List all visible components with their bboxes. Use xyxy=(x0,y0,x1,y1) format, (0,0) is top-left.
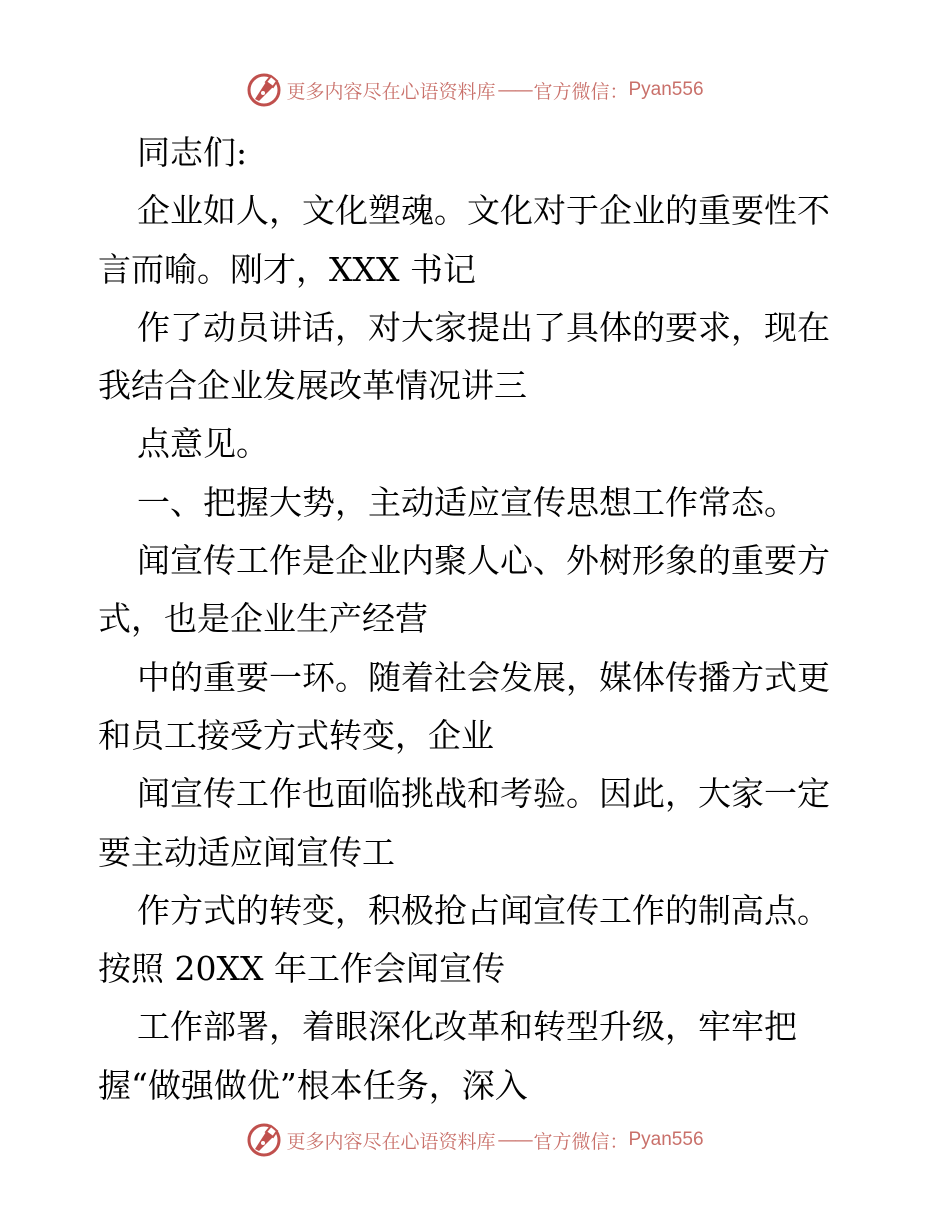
footer-banner xyxy=(0,1120,950,1160)
text-line-13: 要主动适应闻宣传工 xyxy=(98,832,395,872)
header-banner xyxy=(0,70,950,110)
text-line-7: 一、把握大势，主动适应宣传思想工作常态。 xyxy=(137,482,797,522)
text-line-6: 点意见。 xyxy=(137,424,269,464)
text-line-14: 作方式的转变，积极抢占闻宣传工作的制高点。 xyxy=(137,890,830,930)
text-line-3: 言而喻。刚才，XXX 书记 xyxy=(98,249,476,289)
document-body xyxy=(98,124,858,1115)
header-wechat-id: Pyan556 xyxy=(628,79,704,100)
text-line-9: 式，也是企业生产经营 xyxy=(98,599,428,639)
text-line-11: 和员工接受方式转变，企业 xyxy=(98,715,494,755)
text-line-15: 按照 20XX 年工作会闻宣传 xyxy=(98,949,505,989)
text-line-16: 工作部署，着眼深化改革和转型升级，牢牢把 xyxy=(137,1007,797,1047)
header-title: 更多内容尽在心语资料库 xyxy=(286,80,496,103)
text-line-4: 作了动员讲话，对大家提出了具体的要求，现在 xyxy=(137,307,830,347)
text-line-2: 企业如人，文化塑魂。文化对于企业的重要性不 xyxy=(137,191,830,231)
footer-wechat-id: Pyan556 xyxy=(628,1129,704,1150)
header-dash: —— xyxy=(497,79,532,101)
header-wechat-label: 官方微信： xyxy=(533,80,629,103)
text-line-1: 同志们: xyxy=(137,133,248,172)
text-line-12: 闻宣传工作也面临挑战和考验。因此，大家一定 xyxy=(137,774,830,814)
pen-nib-logo-icon xyxy=(246,72,282,108)
footer-dash: —— xyxy=(497,1129,532,1151)
text-line-17: 握“做强做优”根本任务，深入 xyxy=(98,1065,528,1105)
footer-title: 更多内容尽在心语资料库 xyxy=(286,1130,496,1153)
pen-nib-logo-icon xyxy=(246,1122,282,1158)
text-line-10: 中的重要一环。随着社会发展，媒体传播方式更 xyxy=(137,657,830,697)
text-line-5: 我结合企业发展改革情况讲三 xyxy=(98,366,527,406)
footer-wechat-label: 官方微信： xyxy=(533,1130,629,1153)
text-line-8: 闻宣传工作是企业内聚人心、外树形象的重要方 xyxy=(137,541,830,581)
